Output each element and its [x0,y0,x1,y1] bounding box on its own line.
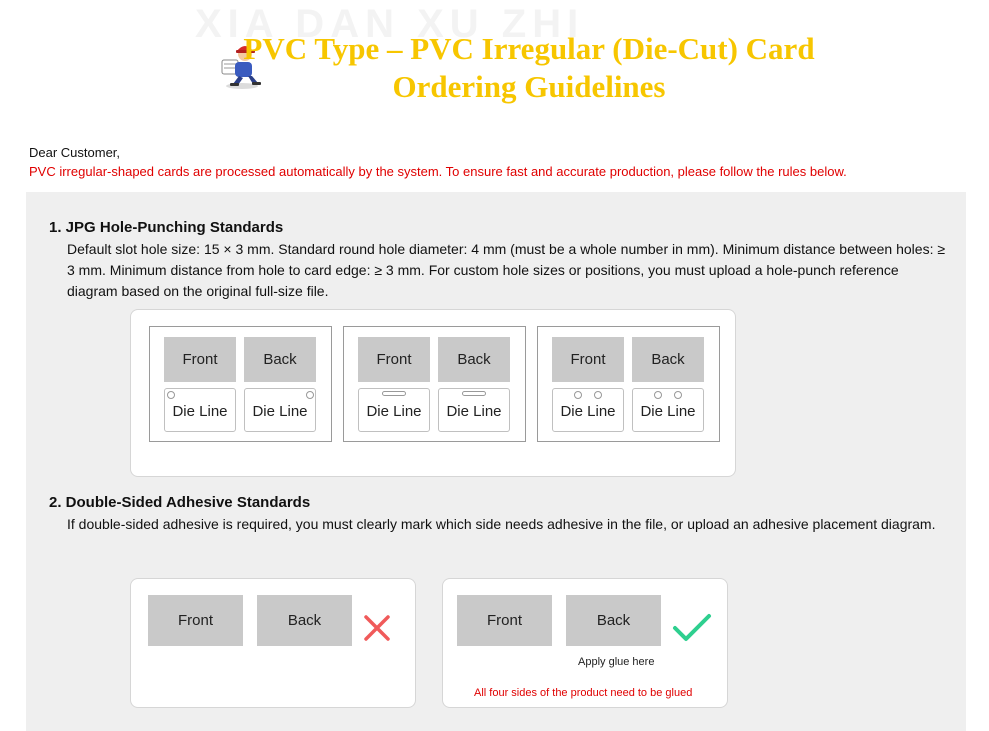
title-line-1: PVC Type – PVC Irregular (Die-Cut) Card [243,31,815,66]
title-line-2: Ordering Guidelines [392,69,666,104]
adhesive-correct-example [442,578,728,708]
section1-heading: 1. JPG Hole-Punching Standards [49,219,284,236]
front-card: Front [457,595,552,646]
round-hole-icon [654,391,662,399]
round-hole-icon [574,391,582,399]
round-hole-icon [674,391,682,399]
header-watermark: XIA DAN XU ZHI [195,2,585,46]
back-card: Back [438,337,510,382]
round-hole-icon [167,391,175,399]
section2-body: If double-sided adhesive is required, you must clearly mark which side needs adhesive in the file, or upload an adhesive placement diagram. [67,516,936,532]
die-line-card: Die Line [358,388,430,432]
hole-diagram-double-round [537,326,720,442]
back-card: Back [244,337,316,382]
check-icon [671,612,713,644]
front-card: Front [552,337,624,382]
section1-body: Default slot hole size: 15 × 3 mm. Standard round hole diameter: 4 mm (must be a whole number in mm). Minimum distance between holes: ≥ 3 mm. Minimum distance from hole to card edge: ≥ 3 mm. For custom hole sizes or positions, you must upload a hole-punch reference diagram based on the original full-size file. [67,241,946,299]
page-title [200,30,858,106]
front-card: Front [148,595,243,646]
adhesive-wrong-example [130,578,416,708]
back-card: Back [257,595,352,646]
die-line-card: Die Line [632,388,704,432]
section2-heading: 2. Double-Sided Adhesive Standards [49,494,311,511]
cross-icon [363,614,391,642]
front-card: Front [358,337,430,382]
back-card: Back [566,595,661,646]
notice-text: PVC irregular-shaped cards are processed automatically by the system. To ensure fast and accurate production, please follow the rules below. [29,164,847,179]
round-hole-icon [306,391,314,399]
die-line-card: Die Line [438,388,510,432]
hole-diagram-corner-round [149,326,332,442]
glue-label: Apply glue here [578,656,655,668]
hole-punch-examples-box [130,309,736,477]
front-card: Front [164,337,236,382]
back-card: Back [632,337,704,382]
hole-diagram-slot [343,326,526,442]
round-hole-icon [594,391,602,399]
greeting-text: Dear Customer, [29,145,121,160]
slot-hole-icon [382,391,406,396]
die-line-card: Die Line [552,388,624,432]
die-line-card: Die Line [244,388,316,432]
glue-note: All four sides of the product need to be glued [474,687,693,699]
slot-hole-icon [462,391,486,396]
die-line-card: Die Line [164,388,236,432]
